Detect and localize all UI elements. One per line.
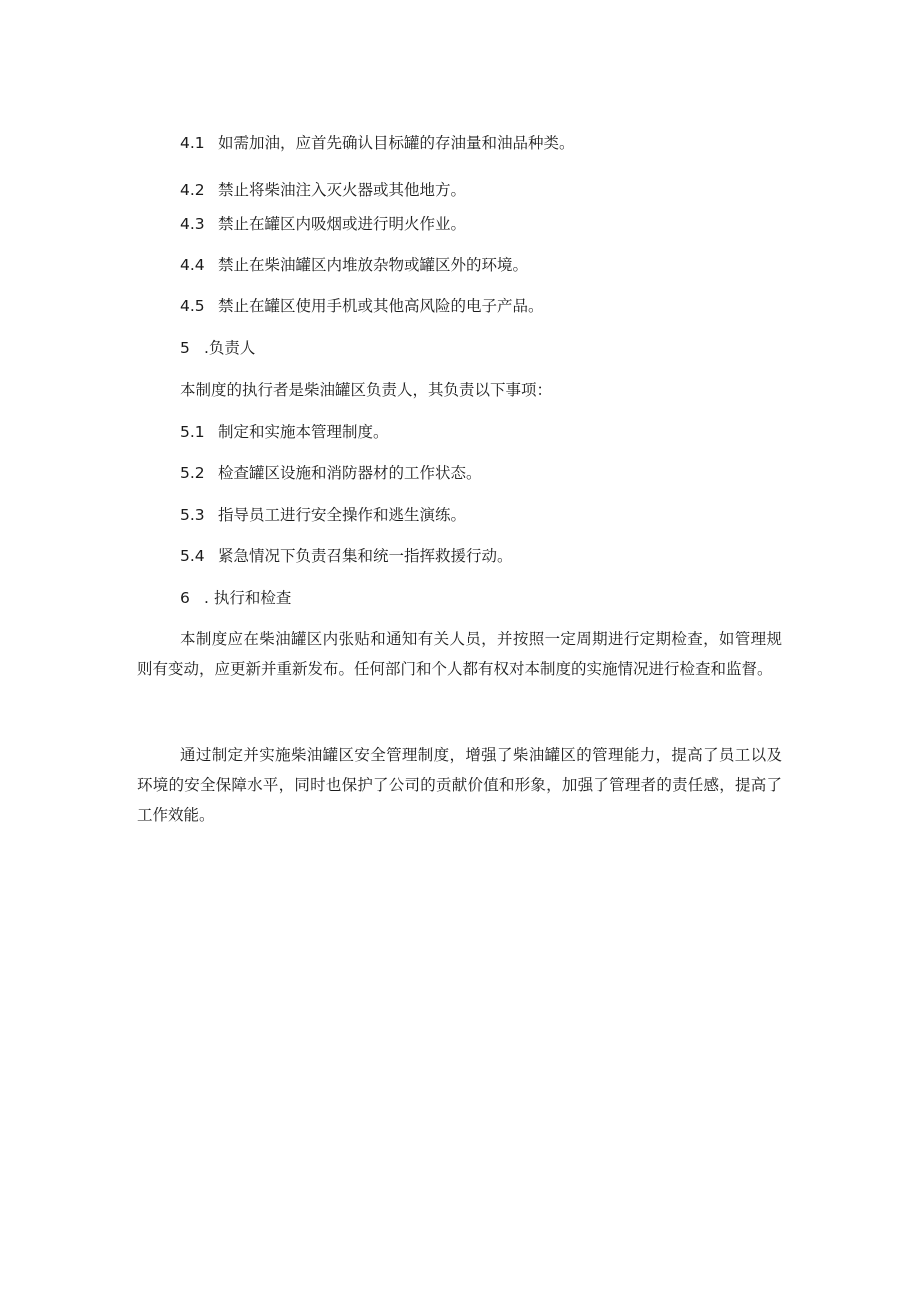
list-item-4-3 bbox=[180, 214, 466, 234]
item-text: 制定和实施本管理制度。 bbox=[218, 423, 389, 441]
section-number: 6 bbox=[180, 589, 190, 607]
item-text: 禁止将柴油注入灭火器或其他地方。 bbox=[218, 181, 467, 199]
item-text: 禁止在罐区内吸烟或进行明火作业。 bbox=[218, 215, 467, 233]
list-item-5-4 bbox=[180, 546, 513, 566]
list-item-4-2 bbox=[180, 180, 466, 200]
item-text: 紧急情况下负责召集和统一指挥救援行动。 bbox=[218, 547, 513, 565]
item-number: 5.1 bbox=[180, 423, 205, 441]
item-number: 4.4 bbox=[180, 256, 205, 274]
item-text: 禁止在罐区使用手机或其他高风险的电子产品。 bbox=[218, 297, 544, 315]
item-text: 禁止在柴油罐区内堆放杂物或罐区外的环境。 bbox=[218, 256, 529, 274]
section-6-heading bbox=[180, 588, 291, 608]
list-item-4-5 bbox=[180, 296, 544, 316]
item-text: 指导员工进行安全操作和逃生演练。 bbox=[218, 506, 467, 524]
list-item-4-1 bbox=[180, 133, 575, 153]
item-number: 4.3 bbox=[180, 215, 205, 233]
section-5-heading bbox=[180, 338, 255, 358]
item-number: 4.1 bbox=[180, 134, 205, 152]
conclusion-paragraph: 通过制定并实施柴油罐区安全管理制度，增强了柴油罐区的管理能力，提高了员工以及环境的安全保障水平，同时也保护了公司的贡献价值和形象，加强了管理者的责任感，提高了工作效能。 bbox=[137, 746, 782, 824]
section-title: . 执行和检查 bbox=[204, 589, 292, 607]
list-item-5-2 bbox=[180, 463, 482, 483]
item-text: 如需加油，应首先确认目标罐的存油量和油品种类。 bbox=[218, 134, 575, 152]
item-number: 4.5 bbox=[180, 297, 205, 315]
list-item-5-3 bbox=[180, 505, 466, 525]
item-text: 检查罐区设施和消防器材的工作状态。 bbox=[218, 464, 482, 482]
section-title: .负责人 bbox=[204, 339, 256, 357]
section-number: 5 bbox=[180, 339, 190, 357]
item-number: 5.3 bbox=[180, 506, 205, 524]
item-number: 5.4 bbox=[180, 547, 205, 565]
list-item-5-1 bbox=[180, 422, 389, 442]
item-number: 5.2 bbox=[180, 464, 205, 482]
section-5-intro: 本制度的执行者是柴油罐区负责人，其负责以下事项： bbox=[180, 381, 553, 399]
list-item-4-4 bbox=[180, 255, 528, 275]
item-number: 4.2 bbox=[180, 181, 205, 199]
section-6-paragraph: 本制度应在柴油罐区内张贴和通知有关人员，并按照一定周期进行定期检查，如管理规则有变动，应更新并重新发布。任何部门和个人都有权对本制度的实施情况进行检查和监督。 bbox=[137, 630, 782, 678]
